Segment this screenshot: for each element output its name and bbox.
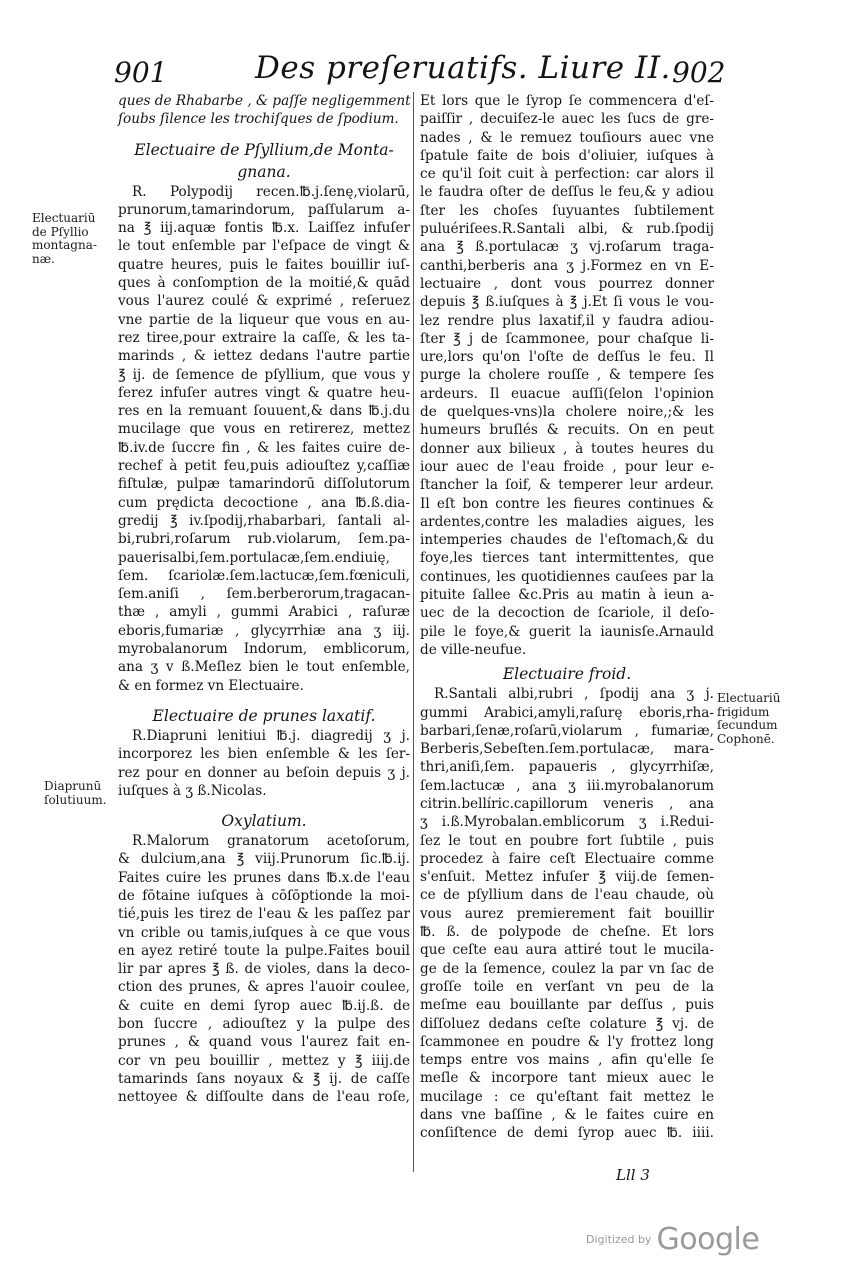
section-heading: Oxylatium. <box>221 812 307 831</box>
page-number-right: 902 <box>672 56 726 89</box>
text-line: procedez à faire ceſt Electuaire comme <box>420 850 714 867</box>
text-line: ſpatule faite de bois d'oliuier, iuſques à <box>420 147 714 164</box>
text-line: cum prędicta decoctione , ana ℔.ß.dia- <box>118 494 410 511</box>
text-line: ana ʒ v ß.Meſlez bien le tout enſemble, <box>118 659 410 676</box>
text-line: rechef à petit feu,puis adiouſtez y,caſſiæ <box>118 458 410 475</box>
text-line: depuis ℥ ß.iuſques à ℥ j.Et ſi vous le vou- <box>420 294 714 311</box>
text-line: vous l'aurez coulé & exprimé , reſeruez <box>118 293 410 310</box>
intro-line: ſoubs ſilence les trochiſques de ſpodium. <box>118 111 399 128</box>
text-line: ge de la ſemence, coulez la par vn ſac de <box>420 960 714 977</box>
text-line: le faudra oſter de deſſus le feu,& y adiou <box>420 184 714 201</box>
text-line: le tout enſemble par l'eſpace de vingt & <box>118 238 410 255</box>
margin-note: Diaprunū ſolutiuum. <box>44 779 107 807</box>
text-line: groſſe toile en verſant vn peu de la <box>420 978 714 995</box>
section-body <box>118 727 410 800</box>
text-line: rez pour en donner au beſoin depuis ʒ j. <box>118 764 410 781</box>
catchword: Lll 3 <box>616 1166 650 1184</box>
text-line: & dulcium,ana ℥ viij.Prunorum ſic.℔.ij. <box>118 851 410 868</box>
text-line: ſcammonee en poudre & l'y frottez long <box>420 1033 714 1050</box>
text-line: lectuaire , dont vous pourrez donner <box>420 275 714 292</box>
text-line: de fōtaine iuſques à cōſōptionde la moi- <box>118 887 410 904</box>
text-line: ſter ℥ j de ſcammonee, pour chaſque li- <box>420 330 714 347</box>
text-line: iuſques à ʒ ß.Nicolas. <box>118 782 267 799</box>
text-line: bi,rubri,roſarum rub.violarum, ſem.pa- <box>118 531 410 548</box>
text-line: rez tiree,pour extraire la caſſe, & les ta- <box>118 329 410 346</box>
text-line: thæ , amyli , gummi Arabici , raſuræ <box>118 604 410 621</box>
text-line: thri,aniſi,ſem. papaueris , glycyrrhiſæ, <box>420 759 714 776</box>
text-line: quatre heures, puis le faites bouillir iuſ- <box>118 256 410 273</box>
text-line: res en la remuant ſouuent,& dans ℔.j.du <box>118 403 410 420</box>
paragraph <box>420 92 714 659</box>
text-line: purge la cholere rouſſe , & tempere ſes <box>420 367 714 384</box>
text-line: pituite ſallee &c.Pris au matin à ieun a- <box>420 587 714 604</box>
text-line: & en formez vn Electuaire. <box>118 677 304 694</box>
text-line: ardentes,contre les maladies aigues, les <box>420 513 714 530</box>
text-line: pile le foye,& guerit la iaunisſe.Arnauld <box>420 623 714 640</box>
text-line: continues, les quotidiennes cauſees par la <box>420 568 714 585</box>
section-heading: Electuaire de Pſyllium,de Monta- <box>134 140 394 159</box>
text-line: fiſtulæ, pulpæ tamarindorū diſſolutorum <box>118 476 410 493</box>
text-line: ſez le tout en poubre fort ſubtile , puis <box>420 832 714 849</box>
right-column <box>420 92 714 1143</box>
text-line: ardeurs. Il euacue auſſi(ſelon l'opinion <box>420 385 714 402</box>
text-line: diſſoluez dedans ceſte colature ℥ vj. de <box>420 1015 714 1032</box>
text-line: pauerisalbi,ſem.portulacæ,ſem.endiuię, <box>118 549 390 566</box>
text-line: eboris,fumariæ , glycyrrhiæ ana ʒ iij. <box>118 622 410 639</box>
text-line: humeurs bruſlés & recuits. On en peut <box>420 422 714 439</box>
text-line: ce qu'il ſoit cuit à perfection: car alors il <box>420 166 714 183</box>
text-line: de ville-neufue. <box>420 641 527 658</box>
text-line: ſem.aniſi , ſem.berberorum,tragacan- <box>118 586 410 603</box>
text-line: ℔.iv.de ſuccre fin , & les faites cuire de- <box>118 439 410 456</box>
text-line: cor vn peu bouillir , mettez y ℥ iiij.de <box>118 1052 410 1069</box>
page-number-left: 901 <box>114 56 168 89</box>
text-line: meſle & incorpore tant mieux auec le <box>420 1070 714 1087</box>
watermark <box>586 1222 759 1257</box>
text-line: ana ℥ ß.portulacæ ʒ vj.roſarum traga- <box>420 239 714 256</box>
text-line: mucilage que vous en retirerez, mettez <box>118 421 410 438</box>
text-line: R. Polypodij recen.℔.j.ſenę,violarū, <box>132 183 410 200</box>
text-line: paiſſir , decuiſez-le auec les ſucs de gre- <box>420 111 714 128</box>
text-line: ſem.lactucæ , ana ʒ iii.myrobalanorum <box>420 777 714 794</box>
text-line: de quelques-vns)la cholere noire,;& les <box>420 404 714 421</box>
text-line: barbari,ſenæ,roſarū,violarum , fumariæ, <box>420 722 714 739</box>
text-line: incorporez les bien enſemble & les ſer- <box>118 746 410 763</box>
text-line: donner aux bilieux , à toutes heures du <box>420 440 714 457</box>
text-line: Faites cuire les prunes dans ℔.x.de l'eau <box>118 869 410 886</box>
text-line: tamarinds ſans noyaux & ℥ ij. de caſſe <box>118 1070 410 1087</box>
text-line: meſme eau bouillante par deſſus , puis <box>420 997 714 1014</box>
text-line: gredij ℥ iv.ſpodij,rhabarbari, ſantali al- <box>118 512 410 529</box>
text-line: uec de la decoction de ſcariole, il deſo- <box>420 605 714 622</box>
text-line: Berberis,Sebeſten.ſem.portulacæ, mara- <box>420 741 714 758</box>
text-line: nades , & le remuez touſiours auec vne <box>420 129 714 146</box>
text-line: marinds , & iettez dedans l'autre partie <box>118 348 410 365</box>
text-line: vne partie de la liqueur que vous en au- <box>118 311 410 328</box>
margin-note: Electuariū de Pſyllio montagna- næ. <box>32 211 97 266</box>
text-line: lir par apres ℥ ß. de violes, dans la deco- <box>118 961 410 978</box>
text-line: ques à conſomption de la moitié,& quād <box>118 275 410 292</box>
text-line: intemperies chaudes de l'eſtomach,& du <box>420 532 714 549</box>
text-line: citrin.bellíric.capillorum veneris , ana <box>420 795 714 812</box>
watermark-brand: Google <box>656 1222 760 1257</box>
section-heading: gnana. <box>237 162 291 181</box>
text-line: lez rendre plus laxatif,il y faudra adiou- <box>420 312 714 329</box>
text-line: vn crible ou tamis,iuſques à ce que vous <box>118 924 410 941</box>
text-line: na ℥ iij.aquæ fontis ℔.x. Laiſſez infuſer <box>118 220 410 237</box>
running-title: Des preſeruatifs. Liure II. <box>255 50 671 86</box>
text-line: R.Santali albi,rubri , ſpodij ana ʒ j. <box>434 686 714 703</box>
text-line: ℥ ij. de ſemence de pſyllium, que vous y <box>118 366 410 383</box>
text-line: canthi,berberis ana ʒ j.Formez en vn E- <box>420 257 714 274</box>
text-line: myrobalanorum Indorum, emblicorum, <box>118 641 410 658</box>
section-body <box>118 832 410 1106</box>
text-line: tié,puis les tirez de l'eau & les paſſez par <box>118 906 410 923</box>
text-line: ſtancher la ſoif, & temperer leur ardeur. <box>420 477 714 494</box>
section-body <box>118 183 410 695</box>
paragraph <box>420 685 714 1142</box>
text-line: nettoyee & diſſoulte dans de l'eau roſe, <box>118 1089 410 1106</box>
text-line: dans vne baſſine , & le faites cuire en <box>420 1107 714 1124</box>
text-line: temps entre vos mains , afin qu'elle ſe <box>420 1052 714 1069</box>
text-line: ſem. ſcariolæ.ſem.lactucæ,ſem.fœniculi, <box>118 567 410 584</box>
text-line: s'enſuit. Mettez infuſer ℥ viij.de ſemen- <box>420 869 714 886</box>
text-line: ſter les choſes ſuyuantes ſubtilement <box>420 202 714 219</box>
text-line: gummi Arabici,amyli,raſurę eboris,rha- <box>420 704 714 721</box>
text-line: bon ſuccre , adiouſtez y la pulpe des <box>118 1016 410 1033</box>
text-line: en ayez retiré toute la pulpe.Faites bouil <box>118 942 410 959</box>
watermark-prefix: Digitized by <box>586 1233 652 1246</box>
text-line: ʒ i.ß.Myrobalan.emblicorum ʒ i.Redui- <box>420 814 714 831</box>
text-line: prunorum,tamarindorum, paſſularum a- <box>118 201 410 218</box>
left-column <box>118 92 410 1107</box>
text-line: vous aurez premierement fait bouillir <box>420 905 714 922</box>
text-line: ferez infuſer autres vingt & quatre heu- <box>118 384 410 401</box>
text-line: ce de pſyllium dans de l'eau chaude, où <box>420 887 714 904</box>
text-line: ction des prunes, & apres l'auoir coulee, <box>118 979 410 996</box>
section-heading: Electuaire froid. <box>502 665 632 684</box>
column-divider <box>413 92 414 1172</box>
text-line: R.Diapruni lenitiui ℔.j. diagredij ʒ j. <box>132 727 410 744</box>
text-line: mucilage : ce qu'eſtant fait mettez le <box>420 1088 714 1105</box>
text-line: foye,les tierces tant intermittentes, que <box>420 550 714 567</box>
margin-note: Electuariū frigidum ſecundum Cophonē. <box>717 691 781 746</box>
text-line: iour auec de l'eau froide , pour leur e- <box>420 458 714 475</box>
text-line: R.Malorum granatorum acetoſorum, <box>132 833 410 850</box>
text-line: que ceſte eau aura attiré tout le mucila- <box>420 942 714 959</box>
text-line: ure,lors qu'on l'oſte de deſſus le feu. Il <box>420 349 714 366</box>
intro-line: ques de Rhabarbe , & paſſe negligemment <box>118 93 411 109</box>
text-line: puluériſees.R.Santali albi, & rub.ſpodij <box>420 221 714 238</box>
text-line: & cuite en demi ſyrop auec ℔.ij.ß. de <box>118 997 410 1014</box>
section-heading: Electuaire de prunes laxatif. <box>152 706 376 725</box>
text-line: ℔. ß. de polypode de cheſne. Et lors <box>420 924 714 941</box>
text-line: conſiſtence de demi ſyrop auec ℔. iiii. <box>420 1125 714 1142</box>
text-line: Il eſt bon contre les fieures continues & <box>420 495 714 512</box>
text-line: prunes , & quand vous l'aurez fait en- <box>118 1034 410 1051</box>
text-line: Et lors que le ſyrop ſe commencera d'eſ- <box>420 93 714 109</box>
page-header <box>0 50 854 90</box>
